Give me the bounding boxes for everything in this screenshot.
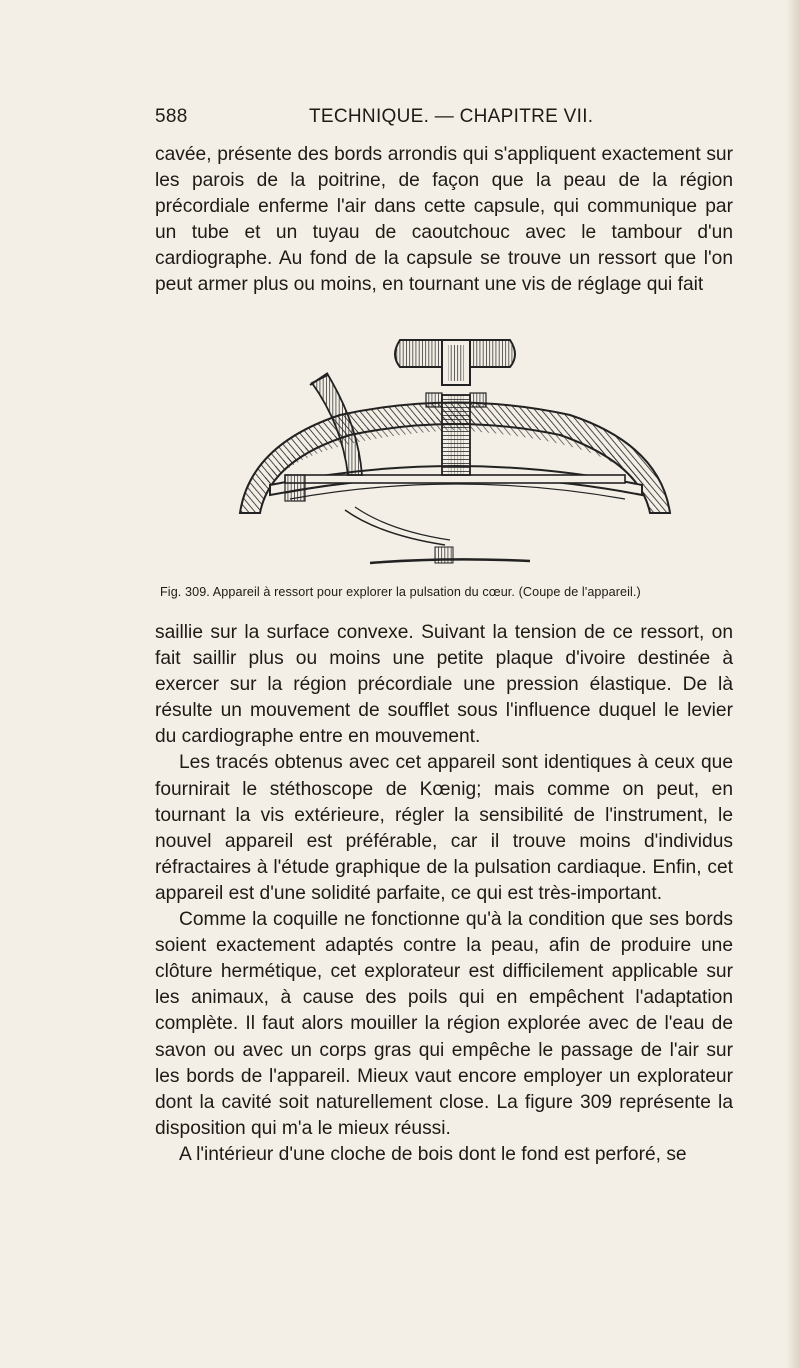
heart-pulse-apparatus-drawing bbox=[230, 335, 680, 570]
page-edge bbox=[786, 0, 800, 1368]
body-text-top bbox=[155, 142, 733, 299]
paragraph: Comme la coquille ne fonctionne qu'à la condition que ses bords soient exactement adaptés contre la peau, afin de produire une clôture hermétique, cet explorateur est difficilement applicable sur les animaux, à cause des poils qui en empêchent l'adaptation complète. Il faut alors mouiller la région explorée avec de l'eau de savon ou avec un corps gras qui empêche le passage de l'air sur les bords de l'appareil. Mieux vaut encore employer un explorateur dont la cavité soit naturellement close. La figure 309 représente la disposition qui m'a le mieux réussi. bbox=[155, 909, 733, 1139]
figure-caption: Fig. 309. Appareil à ressort pour explorer la pulsation du cœur. (Coupe de l'appareil.) bbox=[160, 585, 641, 599]
page-number: 588 bbox=[155, 106, 188, 127]
paragraph: A l'intérieur d'une cloche de bois dont le fond est perforé, se bbox=[179, 1143, 687, 1165]
paragraph: Les tracés obtenus avec cet appareil sont identiques à ceux que fournirait le stéthoscope de Kœnig; mais comme on peut, en tournant la vis extérieure, régler la sensibilité de l'instrument, le nouvel appareil est préférable, car il trouve moins d'individus réfractaires à l'étude graphique de la pulsation cardiaque. Enfin, cet appareil est d'une solidité parfaite, ce qui est très-important. bbox=[155, 752, 733, 904]
paragraph: cavée, présente des bords arrondis qui s'appliquent exactement sur les parois de la poitrine, de façon que la peau de la région précordiale enferme l'air dans cette capsule, qui communique par un tube et un tuyau de caoutchouc avec le tambour d'un cardiographe. Au fond de la capsule se trouve un ressort que l'on peut armer plus ou moins, en tournant une vis de réglage qui fait bbox=[155, 144, 733, 296]
running-title: TECHNIQUE. — CHAPITRE VII. bbox=[309, 106, 594, 127]
paragraph: saillie sur la surface convexe. Suivant la tension de ce ressort, on fait saillir plus ou moins une petite plaque d'ivoire destinée à exercer sur la région précordiale une pression élastique. De là résulte un mouvement de soufflet sous l'influence duquel le levier du cardiographe entre en mouvement. bbox=[155, 622, 733, 748]
figure-illustration bbox=[230, 335, 680, 570]
body-text-bottom bbox=[155, 620, 733, 1168]
